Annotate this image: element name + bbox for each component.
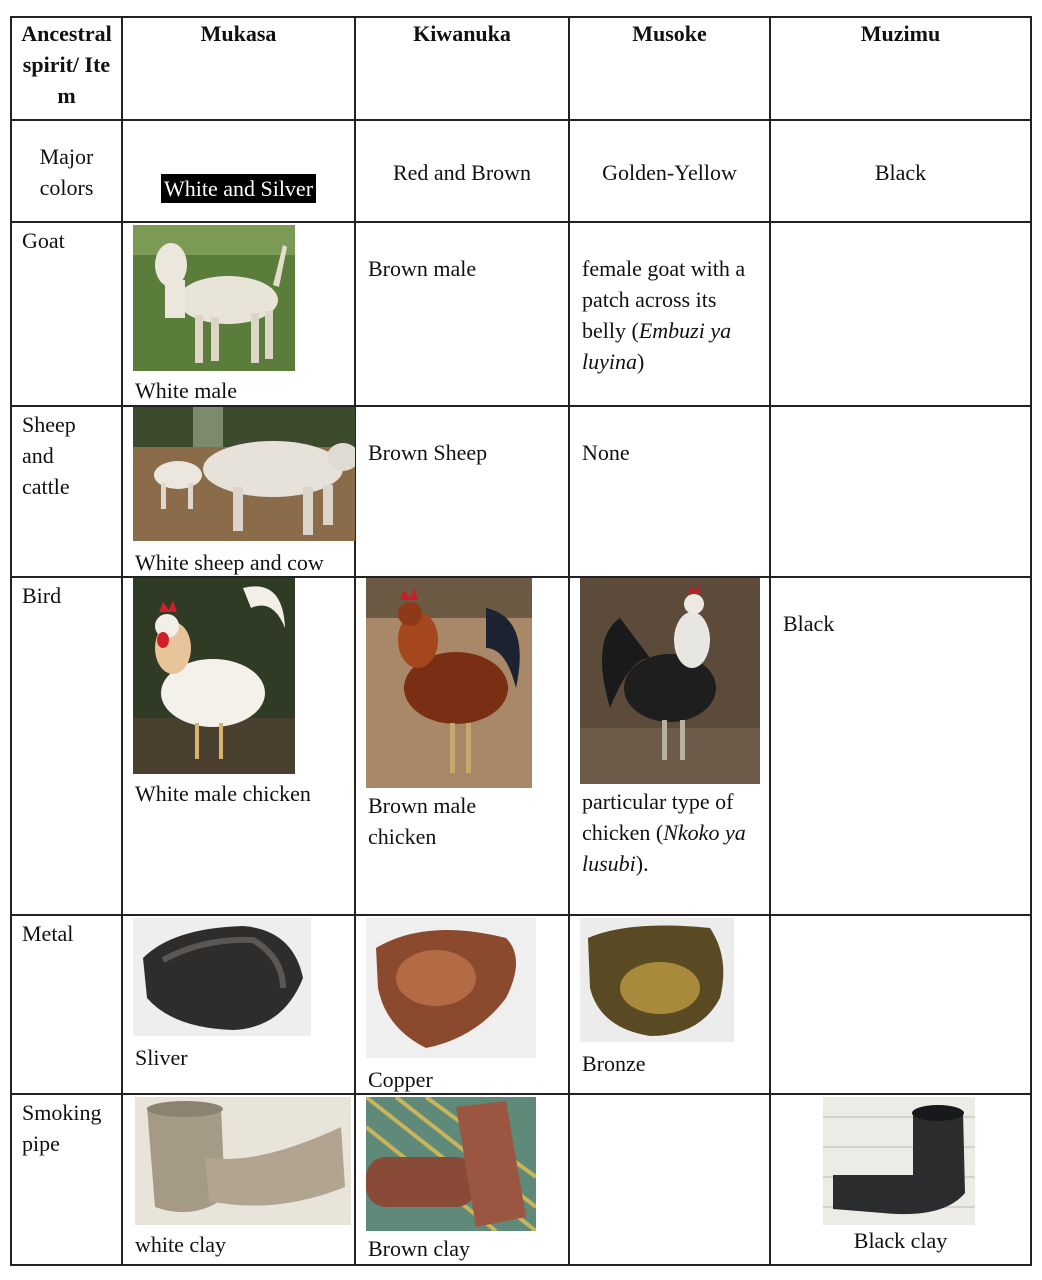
cell-mukasa-metal: Sliver xyxy=(122,915,355,1094)
brown-clay-pipe-photo xyxy=(366,1097,536,1231)
cell-mukasa-goat: White male xyxy=(122,222,355,406)
cell-kiwanuka-bird: Brown male chicken xyxy=(355,577,569,915)
header-muzimu: Muzimu xyxy=(770,17,1031,120)
cell-mukasa-colors xyxy=(122,120,355,222)
row-label-major-colors: Major colors xyxy=(11,120,122,222)
cell-muzimu-goat xyxy=(770,222,1031,406)
row-label-metal: Metal xyxy=(11,915,122,1094)
cell-mukasa-bird: White male chicken xyxy=(122,577,355,915)
bronze-metal-photo xyxy=(580,918,734,1042)
cell-kiwanuka-colors: Red and Brown xyxy=(355,120,569,222)
cell-musoke-bird: particular type of chicken (Nkoko ya lusubi). xyxy=(569,577,770,915)
ancestral-items-table xyxy=(10,16,1032,1266)
white-clay-pipe-photo xyxy=(135,1097,351,1225)
white-goat-photo xyxy=(133,225,295,371)
cell-muzimu-sheep xyxy=(770,406,1031,577)
cell-kiwanuka-sheep: Brown Sheep xyxy=(355,406,569,577)
black-clay-pipe-photo xyxy=(823,1097,975,1225)
black-white-rooster-photo xyxy=(580,578,760,784)
header-mukasa: Mukasa xyxy=(122,17,355,120)
brown-rooster-photo xyxy=(366,578,532,788)
cell-mukasa-sheep: White sheep and cow xyxy=(122,406,355,577)
row-label-sheep-cattle: Sheep and cattle xyxy=(11,406,122,577)
cell-muzimu-pipe: Black clay xyxy=(770,1094,1031,1265)
cell-kiwanuka-metal: Copper xyxy=(355,915,569,1094)
cell-muzimu-metal xyxy=(770,915,1031,1094)
row-label-bird: Bird xyxy=(11,577,122,915)
row-goat xyxy=(11,222,1031,406)
cell-musoke-sheep: None xyxy=(569,406,770,577)
row-smoking-pipe xyxy=(11,1094,1031,1265)
row-bird xyxy=(11,577,1031,915)
row-label-smoking-pipe: Smoking pipe xyxy=(11,1094,122,1265)
cell-musoke-pipe xyxy=(569,1094,770,1265)
copper-metal-photo xyxy=(366,918,536,1058)
header-row xyxy=(11,17,1031,120)
row-sheep-cattle xyxy=(11,406,1031,577)
cell-musoke-metal: Bronze xyxy=(569,915,770,1094)
cell-muzimu-bird: Black xyxy=(770,577,1031,915)
header-corner: Ancestral spirit/ Item xyxy=(11,17,122,120)
header-kiwanuka: Kiwanuka xyxy=(355,17,569,120)
row-metal xyxy=(11,915,1031,1094)
silver-metal-photo xyxy=(133,918,311,1036)
highlighted-color-text: White and Silver xyxy=(161,174,316,203)
row-major-colors xyxy=(11,120,1031,222)
cell-musoke-goat: female goat with a patch across its belly (Embuzi ya luyina) xyxy=(569,222,770,406)
cell-musoke-colors: Golden-Yellow xyxy=(569,120,770,222)
row-label-goat: Goat xyxy=(11,222,122,406)
cell-kiwanuka-pipe: Brown clay xyxy=(355,1094,569,1265)
cell-mukasa-pipe: white clay xyxy=(122,1094,355,1265)
cell-muzimu-colors: Black xyxy=(770,120,1031,222)
cell-kiwanuka-goat: Brown male xyxy=(355,222,569,406)
white-rooster-photo xyxy=(133,578,295,774)
white-sheep-cow-photo xyxy=(133,407,355,541)
header-musoke: Musoke xyxy=(569,17,770,120)
